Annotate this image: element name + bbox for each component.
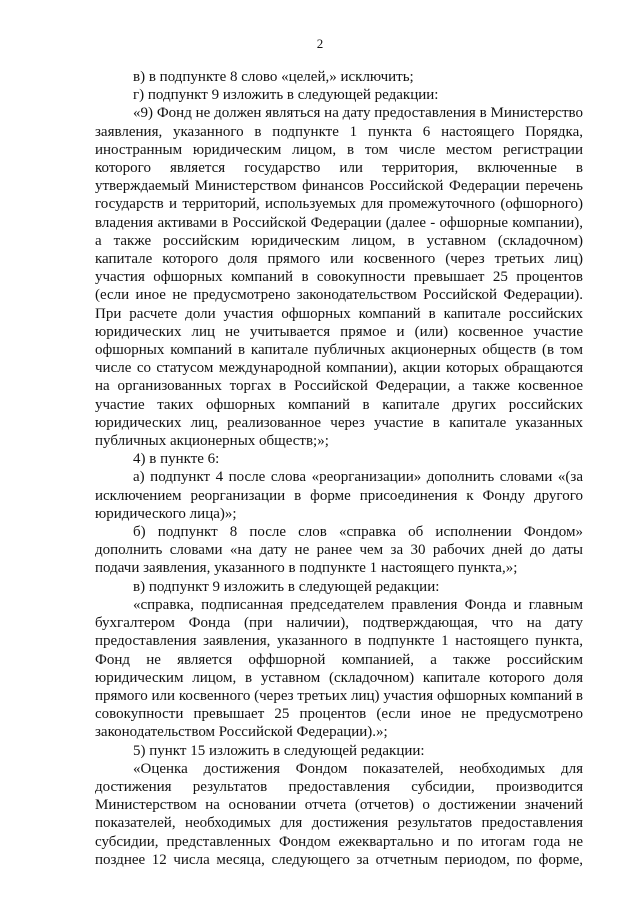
paragraph-quote-assessment: «Оценка достижения Фондом показателей, необходимых для достижения результатов предоставления субсидии, производится Министерством на основании отчета (отчетов) о достижении значений показателей, необходимых для достижения результатов предоставления субсидии, представленных Фондом ежеквартально и по итогам года не позднее 12 числа месяца, следующего за отчетным периодом, по форме,: [95, 760, 583, 868]
paragraph-a-item-4: а) подпункт 4 после слова «реорганизации» дополнить словами «(за исключением реорганизации в форме присоединения к Фонду другого юридического лица)»;: [95, 469, 583, 522]
paragraph-g-item-9: г) подпункт 9 изложить в следующей редакции:: [133, 87, 439, 104]
paragraph-point-4-item-6: 4) в пункте 6:: [133, 451, 220, 468]
paragraph-v-item-9: в) подпункт 9 изложить в следующей редакции:: [133, 578, 440, 595]
page-number: 2: [316, 36, 324, 51]
paragraph-quote-item-9-text: «9) Фонд не должен являться на дату предоставления в Министерство заявления, указанного в подпункте 1 пункта 6 настоящего Порядка, иностранным юридическим лицом, в том числе местом регистрации которого является государство или территория, включенные в утверждаемый Министерством финансов Российской Федерации перечень государств и территорий, используемых для промежуточного (офшорного) владения активами в Российской Федерации (далее - офшорные компании), а также российским юридическим лицом, в уставном (складочном) капитале которого доля прямого или косвенного (через третьих лиц) участия офшорных компаний в совокупности превышает 25 процентов (если иное не предусмотрено законодательством Российской Федерации). При расчете доли участия офшорных компаний в капитале российских юридических лиц не учитывается прямое и (или) косвенное участие офшорных компаний в капитале публичных акционерных обществ (в том числе со статусом международной компании), акции которых обращаются на организованных торгах в Российской Федерации, а также косвенное участие таких офшорных компаний в капитале других российских юридических лиц, реализованное через участие в капитале указанных публичных акционерных обществ;»;: [95, 105, 583, 450]
paragraph-v-item-8: в) в подпункте 8 слово «целей,» исключить;: [133, 69, 414, 85]
paragraph-quote-certificate: «справка, подписанная председателем правления Фонда и главным бухгалтером Фонда (при наличии), подтверждающая, что на дату предоставления заявления, указанного в подпункте 1 настоящего пункта, Фонд не является оффшорной компанией, а также российским юридическим лицом, в уставном (складочном) капитале которого доля прямого или косвенного (через третьих лиц) участия офшорных компаний в совокупности превышает 25 процентов (если иное не предусмотрено законодательством Российской Федерации).»;: [95, 596, 583, 741]
document-body: [95, 68, 583, 869]
paragraph-point-5-item-15: 5) пункт 15 изложить в следующей редакции:: [133, 742, 425, 759]
paragraph-b-item-8: б) подпункт 8 после слов «справка об исполнении Фондом» дополнить словами «на дату не ранее чем за 30 рабочих дней до даты подачи заявления, указанного в подпункте 1 настоящего пункта,»;: [95, 524, 583, 577]
